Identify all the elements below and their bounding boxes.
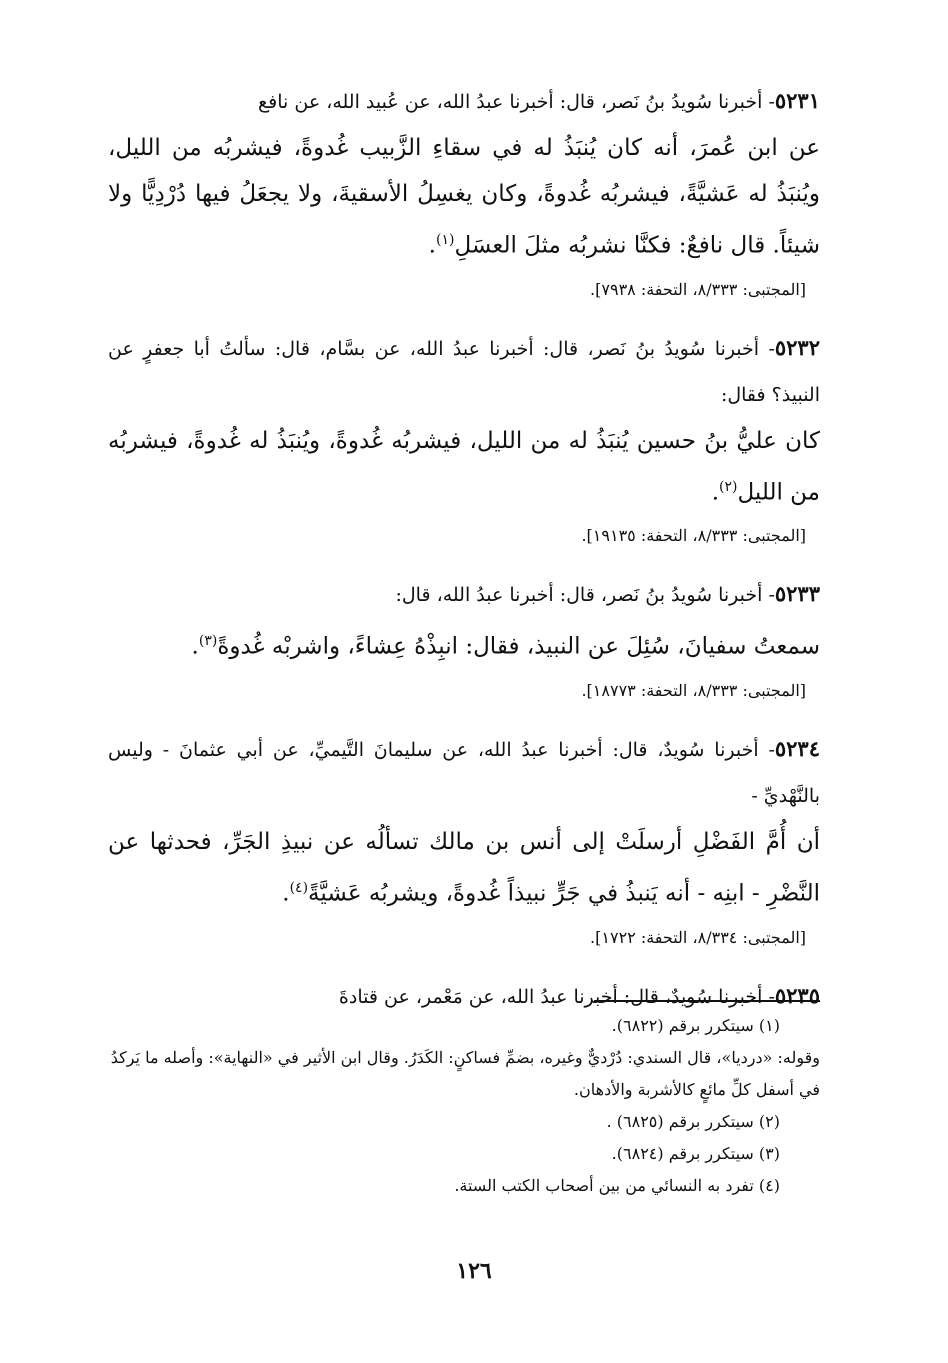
hadith-5233 [108,571,820,712]
footnote-mark[interactable]: (٣) [198,633,218,650]
footnote-separator [594,1000,820,1002]
hadith-matn: كان عليُّ بنُ حسين يُنبَذُ له من الليل، فيشربُه غُدوةً، ويُنبَذُ له غُدوةً، فيشربُه من الليل$^{(٢)}$. [108,427,820,506]
hadith-number: ٥٢٣١ [774,88,820,113]
page-body [108,78,820,1034]
hadith-isnad: ٥٢٣٣- أخبرنا سُويدُ بنُ نَصر، قال: أخبرنا عبدُ الله، قال: [395,581,820,607]
hadith-reference: [المجتبى: ٨/٣٣٣، التحفة: ١٨٧٧٣]. [581,680,806,700]
footnote-mark[interactable]: (٢) [719,478,738,495]
hadith-5232 [108,325,820,558]
hadith-reference: [المجتبى: ٨/٣٣٤، التحفة: ١٧٢٢]. [590,927,806,947]
footnote-4: (٤) تفرد به النسائي من بين أصحاب الكتب الستة. [454,1176,780,1195]
hadith-isnad: ٥٢٣٤- أخبرنا سُويدٌ، قال: أخبرنا عبدُ الله، عن سليمانَ التَّيميِّ، عن أبي عثمانَ - وليس بالنَّهْديِّ - [108,735,820,807]
hadith-reference: [المجتبى: ٨/٣٣٣، التحفة: ١٩١٣٥]. [581,526,806,546]
hadith-number: ٥٢٣٢ [774,334,820,360]
hadith-number: ٥٢٣٥ [774,982,820,1008]
footnote-mark[interactable]: (٤) [289,879,309,896]
hadith-reference: [المجتبى: ٨/٣٣٣، التحفة: ٧٩٣٨]. [590,279,806,299]
hadith-matn: سمعتُ سفيانَ، سُئِلَ عن النبيذ، فقال: انبِذْهُ عِشاءً، واشربْه غُدوةً$^{(٣)}$. [191,633,820,660]
hadith-isnad: ٥٢٣٢- أخبرنا سُويدُ بنُ نَصر، قال: أخبرنا عبدُ الله، عن بسَّام، قال: سألتُ أبا جعفرٍ عن النبيذ؟ فقال: [108,334,820,406]
hadith-matn: أن أُمَّ الفَضْلِ أرسلَتْ إلى أنس بن مالك تسألُه عن نبيذِ الجَرِّ، فحدثها عن النَّضْرِ - ابنِه - أنه يَنبذُ في جَرٍّ نبيذاً غُدوةً، ويشربُه عَشيَّةً$^{(٤)}$. [108,828,820,907]
hadith-5231 [108,78,820,311]
page-number: ١٢٦ [456,1258,492,1284]
footnote-mark[interactable]: (١) [435,232,455,248]
hadith-number: ٥٢٣٣ [774,581,820,607]
footnote-3: (٣) سيتكرر برقم (٦٨٢٤). [611,1144,780,1163]
footnote-1: (١) سيتكرر برقم (٦٨٢٢). [611,1016,780,1035]
footnote-1-comment: وقوله: «درديا»، قال السندي: دُرْديٌّ وغيره، بضمِّ فساكنٍ: الكَدَرُ. وقال ابن الأثير في «النهاية»: وأصله ما يَركدُ في أسفل كلِّ مائعٍ كالأشربة والأدهان. [110,1048,820,1099]
footnotes [108,1010,820,1202]
hadith-5234 [108,726,820,959]
hadith-isnad: ٥٢٣٥- أخبرنا سُويدٌ، قال: أخبرنا عبدُ الله، عن مَعْمر، عن قتادةَ [338,982,820,1008]
hadith-number: ٥٢٣٤ [774,735,820,761]
hadith-isnad: ٥٢٣١- أخبرنا سُويدُ بنُ نَصر، قال: أخبرنا عبدُ الله، عن عُبيد الله، عن نافع [258,88,820,113]
footnote-2: (٢) سيتكرر برقم (٦٨٢٥) . [606,1112,780,1131]
hadith-matn: عن ابن عُمرَ، أنه كان يُنبَذُ له في سقاءِ الزَّبيب غُدوةً، فيشربُه من الليل، ويُنبَذُ له عَشيَّةً، فيشربُه غُدوةً، وكان يغسِلُ الأسقيةَ، ولا يجعَلُ فيها دُرْدِيًّا ولا شيئاً. قال نافعٌ: فكنَّا نشربُه مثلَ العسَلِ$^{(١)}$. [108,135,820,259]
